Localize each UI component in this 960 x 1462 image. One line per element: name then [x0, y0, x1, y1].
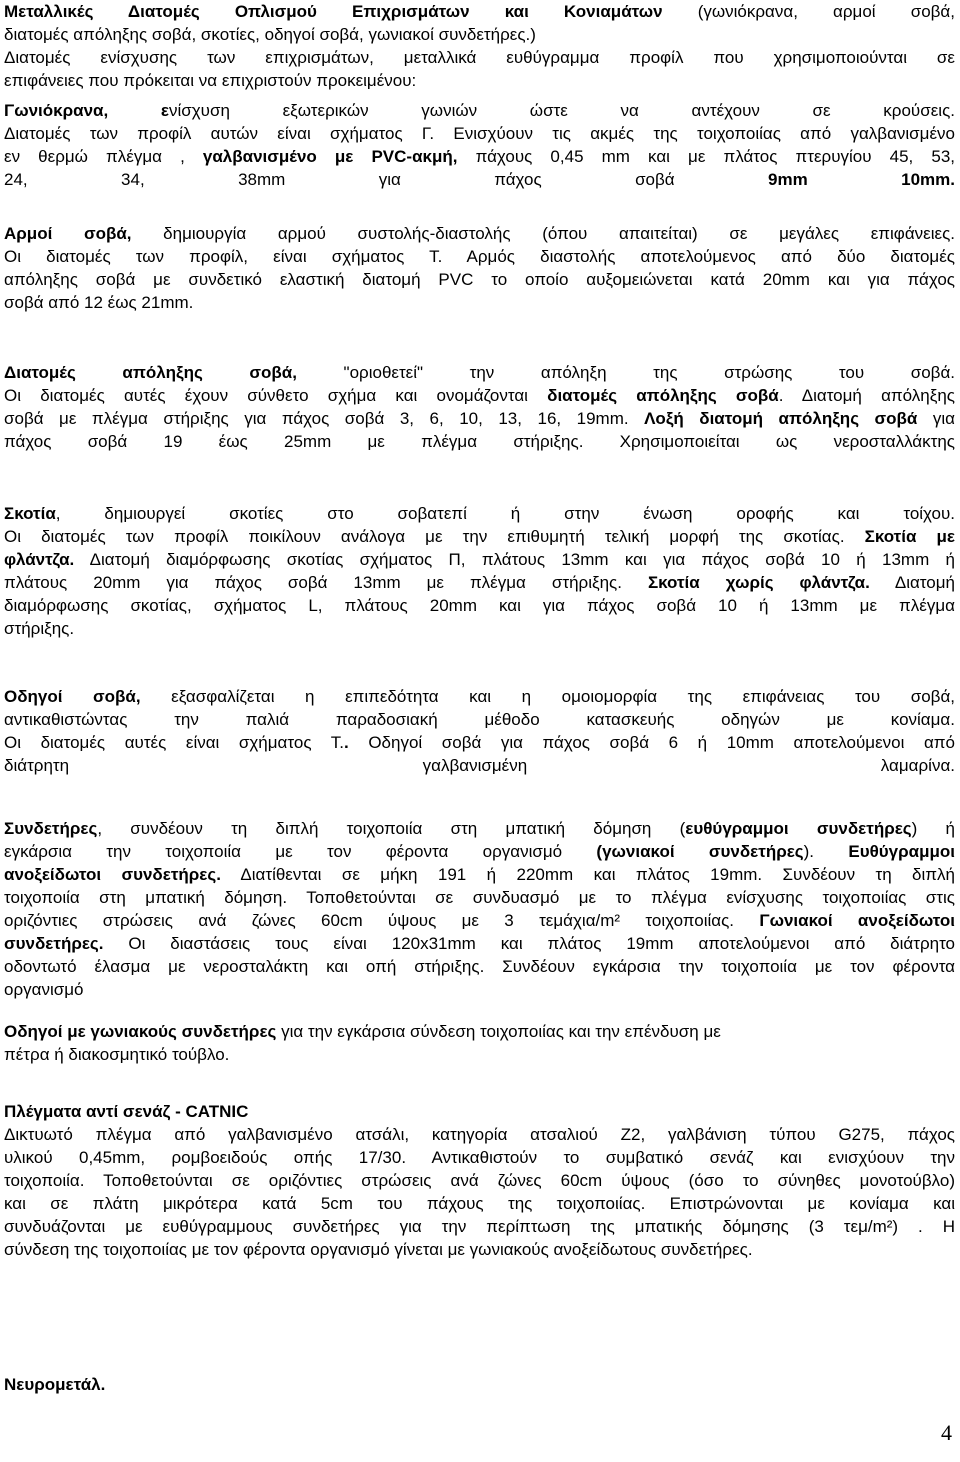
- text-span: Οι διατομές των προφίλ ποικίλουν ανάλογα με την επιθυμητή τελική μορφή της σκοτίας.: [4, 527, 865, 546]
- text-line: [4, 932, 955, 955]
- term-label: ανοξείδωτοι συνδετήρες.: [4, 865, 221, 884]
- wall-ties-paragraph: [4, 817, 955, 1001]
- text-line: σοβά από 12 έως 21mm.: [4, 293, 194, 312]
- text-line: αντικαθιστώντας την παλιά παραδοσιακή μέθοδο κατασκευής οδηγών με κονίαμα.: [4, 710, 955, 729]
- text-span: δημιουργία αρμού συστολής-διαστολής (όπου απαιτείται) σε μεγάλες επιφάνειες.: [131, 224, 955, 243]
- text-line: [4, 361, 955, 384]
- text-span: (γωνιόκρανα, αρμοί σοβά,: [662, 2, 955, 21]
- text-span: Διατομή: [869, 573, 955, 592]
- text-span: εξασφαλίζεται η επιπεδότητα και η ομοιομορφία της επιφάνειας του σοβά,: [140, 687, 956, 706]
- text-line: διατομές απόληξης σοβά, σκοτίες, οδηγοί σοβά, γωνιακοί συνδετήρες.): [4, 25, 536, 44]
- text-span: πάχους 0,45 mm και με πλάτος πτερυγίου 45, 53,: [457, 147, 955, 166]
- text-line: [4, 548, 955, 571]
- text-line: στήριξης.: [4, 619, 75, 638]
- text-span: εν θερμώ πλέγμα ,: [4, 147, 203, 166]
- text-line: συνδυάζονται με ευθύγραμμους συνδετήρες για την περίπτωση της μπατικής δόμησης (3 τεμ/m²) . Η: [4, 1217, 955, 1236]
- text-line: [4, 0, 955, 23]
- term-label: Αρμοί σοβά,: [4, 224, 132, 243]
- text-span: για: [917, 409, 955, 428]
- text-line: οδοντωτό έλασμα με νεροσταλάκτη και οπή στήριξης. Συνδέουν εγκάρσια την τοιχοποιία με τον φέροντα: [4, 957, 955, 976]
- term-label: .: [344, 733, 349, 752]
- text-line: Διατομές των προφίλ αυτών είναι σχήματος Γ. Ενισχύουν τις ακμές της τοιχοποιίας από γαλβανισμένο: [4, 124, 955, 143]
- expanded-metal-section: [4, 1373, 955, 1396]
- plaster-joints-paragraph: [4, 222, 955, 314]
- text-line: πέτρα ή διακοσμητικό τούβλο.: [4, 1045, 230, 1064]
- text-span: , συνδέουν τη διπλή τοιχοποιία στη μπατική δόμηση (: [97, 819, 686, 838]
- page-number: 4: [941, 1420, 952, 1445]
- text-line: [4, 571, 955, 594]
- text-line: [4, 384, 955, 407]
- term-label: διατομές απόληξης σοβά: [547, 386, 779, 405]
- text-line: [4, 407, 955, 430]
- text-span: Διατομή διαμόρφωσης σκοτίας σχήματος Π, πλάτους 13mm και για πάχος σοβά 10 ή 13mm ή: [74, 550, 955, 569]
- text-span: για την εγκάρσια σύνδεση τοιχοποιίας και την επένδυση με: [276, 1022, 721, 1041]
- term-label: Οδηγοί με γωνιακούς συνδετήρες: [4, 1022, 277, 1041]
- section-title: Μεταλλικές Διατομές Οπλισμού Επιχρισμάτων και Κονιαμάτων: [4, 2, 663, 21]
- text-span: Οι διατομές αυτές είναι σχήματος Τ.: [4, 733, 345, 752]
- text-line: [4, 840, 955, 863]
- text-line: υλικού 0,45mm, ρομβοειδούς οπής 17/30. Αντικαθιστούν το συμβατικό σενάζ και ενισχύουν την: [4, 1148, 955, 1167]
- section-heading: Νευρομετάλ.: [4, 1375, 106, 1394]
- plaster-stop-paragraph: [4, 361, 955, 453]
- text-line: επιφάνειες που πρόκειται να επιχριστούν προκειμένου:: [4, 71, 417, 90]
- text-line: [4, 145, 955, 168]
- text-span: νίσχυση εξωτερικών γωνιών ώστε να αντέχουν σε κρούσεις.: [168, 101, 955, 120]
- text-line: και σε πλάτη μικρότερα κατά 5cm του πάχους της τοιχοποιίας. Επιστρώνονται με κονίαμα και: [4, 1194, 955, 1213]
- term-label: Σκοτία χωρίς φλάντζα.: [647, 573, 870, 592]
- term-label: Λοξή διατομή απόληξης σοβά: [644, 409, 918, 428]
- text-line: [4, 863, 955, 886]
- text-span: Οι διατομές αυτές έχουν σύνθετο σχήμα και ονομάζονται: [4, 386, 548, 405]
- text-line: [4, 909, 955, 932]
- text-span: , δημιουργεί σκοτίες στο σοβατεπί ή στην ένωση οροφής και τοίχου.: [55, 504, 955, 523]
- term-label: Γωνιόκρανα, ε: [4, 101, 169, 120]
- text-line: απόληξης σοβά με συνδετικό ελαστική διατομή PVC το οποίο αυξομειώνεται κατά 20mm και για πάχος: [4, 270, 955, 289]
- text-line: [4, 685, 955, 708]
- plaster-guides-paragraph: [4, 685, 955, 777]
- text-span: 24, 34, 38mm για πάχος σοβά: [4, 170, 769, 189]
- text-span: ) ή: [911, 819, 956, 838]
- term-label: Ευθύγραμμοι: [848, 842, 956, 861]
- term-label: Συνδετήρες: [4, 819, 98, 838]
- text-line: διαμόρφωσης σκοτίας, σχήματος L, πλάτους 20mm και για πάχος σοβά 10 ή 13mm με πλέγμα: [4, 596, 955, 615]
- catnic-mesh-section: [4, 1100, 955, 1261]
- shadow-gap-paragraph: [4, 502, 955, 640]
- text-line: [4, 168, 955, 191]
- text-line: [4, 731, 955, 754]
- term-label: 9mm: [768, 170, 808, 189]
- text-span: "οριοθετεί" την απόληξη της στρώσης του σοβά.: [296, 363, 955, 382]
- term-label: συνδετήρες.: [4, 934, 104, 953]
- text-span: ).: [803, 842, 849, 861]
- term-label: Σκοτία με: [864, 527, 956, 546]
- text-span: πλάτους 20mm για πάχος σοβά 13mm με πλέγμα στήριξης.: [4, 573, 648, 592]
- term-label: 10mm.: [807, 170, 955, 189]
- section-heading: Πλέγματα αντί σενάζ - CATNIC: [4, 1102, 249, 1121]
- text-line: τοιχοποιία στη μπατική δόμηση. Τοποθετούνται σε συνδυασμό με το πλέγμα ενίσχυσης τοιχοποιίας στις: [4, 888, 955, 907]
- term-label: Διατομές απόληξης σοβά,: [4, 363, 297, 382]
- term-label: Σκοτία: [4, 504, 56, 523]
- text-span: Οι διαστάσεις τους είναι 120x31mm και πλάτος 19mm αποτελούμενοι από διάτρητο: [103, 934, 955, 953]
- term-label: Οδηγοί σοβά,: [4, 687, 141, 706]
- text-line: τοιχοποιία. Τοποθετούνται σε οριζόντιες στρώσεις ανά ζώνες 60cm ύψους (όσο το σύνηθες μονοτούβλο): [4, 1171, 955, 1190]
- term-label: ευθύγραμμοι συνδετήρες: [685, 819, 912, 838]
- term-label: φλάντζα.: [4, 550, 75, 569]
- text-line: [4, 525, 955, 548]
- text-line: Οι διατομές των προφίλ, είναι σχήματος Τ. Αρμός διαστολής αποτελούμενος από δύο διατομές: [4, 247, 955, 266]
- text-line: πάχος σοβά 19 έως 25mm με πλέγμα στήριξης. Χρησιμοποιείται ως νεροσταλλάκτης: [4, 432, 955, 451]
- term-label: γαλβανισμένο με PVC-ακμή,: [202, 147, 458, 166]
- term-label: Γωνιακοί ανοξείδωτοι: [759, 911, 955, 930]
- text-line: Δικτυωτό πλέγμα από γαλβανισμένο ατσάλι, κατηγορία ατσαλιού Z2, γαλβάνιση τύπου G275, πάχος: [4, 1125, 955, 1144]
- text-line: [4, 1020, 955, 1043]
- intro-paragraph: [4, 0, 955, 92]
- text-line: διάτρητη γαλβανισμένη λαμαρίνα.: [4, 756, 955, 775]
- text-line: οργανισμό: [4, 980, 84, 999]
- text-line: [4, 502, 955, 525]
- text-line: Διατομές ενίσχυσης των επιχρισμάτων, μεταλλικά ευθύγραμμα προφίλ που χρησιμοποιούνται σε: [4, 48, 955, 67]
- text-span: σοβά με πλέγμα στήριξης για πάχος σοβά 3, 6, 10, 13, 16, 19mm.: [4, 409, 645, 428]
- term-label: (γωνιακοί συνδετήρες: [596, 842, 804, 861]
- text-line: σύνδεση της τοιχοποιίας με τον φέροντα οργανισμό γίνεται με γωνιακούς ανοξείδωτους συνδετήρες.: [4, 1240, 753, 1259]
- text-line: [4, 817, 955, 840]
- text-line: [4, 99, 955, 122]
- text-span: εγκάρσια την τοιχοποιία με τον φέρoντα οργανισμό: [4, 842, 597, 861]
- text-span: Οδηγοί σοβά για πάχος σοβά 6 ή 10mm αποτελούμενοι από: [348, 733, 955, 752]
- text-line: [4, 222, 955, 245]
- text-span: . Διατομή απόληξης: [778, 386, 955, 405]
- angle-ties-guides-paragraph: [4, 1020, 955, 1066]
- text-span: οριζόντιες στρώσεις ανά ζώνες 60cm ύψους με 3 τεμάχια/m² τοιχοποιίας.: [4, 911, 760, 930]
- corner-beads-paragraph: [4, 99, 955, 191]
- text-span: Διατίθενται σε μήκη 191 ή 220mm και πλάτος 19mm. Συνδέουν τη διπλή: [220, 865, 955, 884]
